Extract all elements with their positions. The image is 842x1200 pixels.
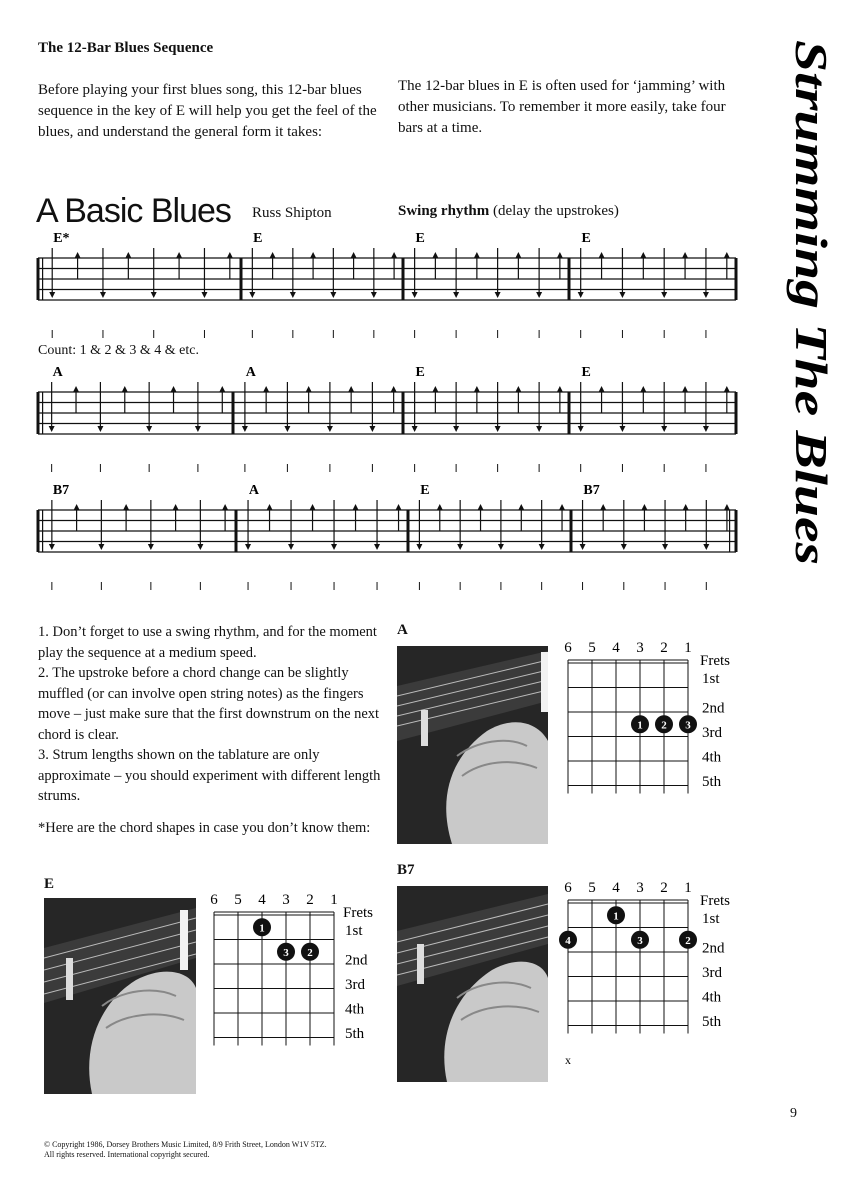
downstroke-head [288, 544, 294, 550]
downstroke-head [703, 544, 709, 550]
bar-line [735, 258, 738, 300]
downstroke-head [195, 426, 201, 432]
upstroke-head [222, 504, 228, 510]
intro-left: Before playing your first blues song, this 12-bar blues sequence in the key of E will help you get the feel of the blues, and understand the general form it takes: [38, 82, 377, 140]
bar-line [37, 510, 40, 552]
fret-number-label: 3rd [702, 725, 722, 742]
chord-a-label: A [397, 622, 408, 638]
downstroke-head [371, 292, 377, 298]
fret-number-label: 5th [702, 774, 722, 791]
chord-e-diagram [204, 878, 394, 1052]
finger-number: 1 [613, 910, 619, 923]
composer: Russ Shipton [252, 205, 332, 221]
upstroke-head [73, 386, 79, 392]
upstroke-head [306, 386, 312, 392]
string-number: 6 [564, 640, 572, 656]
upstroke-head [125, 252, 131, 258]
chord-name-a: A [52, 365, 63, 380]
song-title: A Basic Blues [36, 192, 231, 230]
performance-notes [38, 622, 383, 807]
rhythm-note: (delay the upstrokes) [489, 203, 619, 219]
chord-name-b7: B7 [583, 483, 600, 498]
asterisk-note: *Here are the chord shapes in case you don’t know them: [38, 820, 371, 836]
note-2: 2. The upstroke before a chord change can be slightly muffled (or can involve open string notes) as the fingers move – just make sure that the first downstrum on the next chord is clear. [38, 665, 380, 743]
upstroke-head [515, 252, 521, 258]
downstroke-head [151, 292, 157, 298]
bar-line [37, 258, 40, 300]
upstroke-head [270, 252, 276, 258]
section-heading: The 12-Bar Blues Sequence [38, 40, 214, 56]
bar-line [570, 510, 573, 552]
downstroke-head [619, 426, 625, 432]
upstroke-head [683, 504, 689, 510]
string-number: 4 [612, 880, 620, 896]
bar-line [235, 510, 238, 552]
downstroke-head [662, 544, 668, 550]
downstroke-head [374, 544, 380, 550]
bar-line [42, 258, 43, 300]
bar-line [407, 510, 410, 552]
upstroke-head [478, 504, 484, 510]
upstroke-head [227, 252, 233, 258]
downstroke-head [201, 292, 207, 298]
downstroke-head [49, 544, 55, 550]
downstroke-head [539, 544, 545, 550]
chord-name-e: E [253, 231, 263, 246]
bar-line [37, 392, 40, 434]
string-number: 5 [588, 640, 596, 656]
downstroke-head [453, 292, 459, 298]
upstroke-head [518, 504, 524, 510]
upstroke-head [74, 504, 80, 510]
bar-line [735, 392, 738, 434]
frets-label: Frets [700, 653, 730, 669]
downstroke-head [369, 426, 375, 432]
upstroke-head [599, 252, 605, 258]
note-3: 3. Strum lengths shown on the tablature are only approximate – you should experiment with different length strums. [38, 747, 381, 804]
string-number: 2 [660, 640, 668, 656]
finger-number: 3 [637, 934, 643, 947]
fret-number-label: 4th [345, 1001, 365, 1018]
bar-line [568, 258, 571, 300]
chord-name-b7: B7 [52, 483, 70, 498]
upstroke-head [123, 504, 129, 510]
string-number: 5 [234, 892, 242, 908]
fret-number-label: 1st [702, 911, 720, 928]
fret-number-label: 5th [702, 1014, 722, 1031]
intro-right: The 12-bar blues in E is often used for ‘jamming’ with other musicians. To remember it more easily, take four bars at a time. [398, 78, 726, 136]
fret-number-label: 2nd [702, 700, 725, 717]
upstroke-head [75, 252, 81, 258]
chord-a-photo [397, 646, 548, 844]
downstroke-head [498, 544, 504, 550]
finger-number: 3 [283, 946, 289, 959]
string-number: 3 [636, 640, 644, 656]
downstroke-head [245, 544, 251, 550]
fret-number-label: 5th [345, 1026, 365, 1043]
chord-name-e: E [581, 365, 591, 380]
downstroke-head [619, 292, 625, 298]
string-number: 1 [330, 892, 338, 908]
upstroke-head [432, 386, 438, 392]
fret-number-label: 4th [702, 749, 722, 766]
fret-number-label: 2nd [702, 940, 725, 957]
downstroke-head [621, 544, 627, 550]
bar-line [735, 510, 738, 552]
upstroke-head [348, 386, 354, 392]
downstroke-head [703, 292, 709, 298]
downstroke-head [661, 426, 667, 432]
finger-number: 2 [685, 934, 691, 947]
string-number: 2 [660, 880, 668, 896]
upstroke-head [391, 386, 397, 392]
upstroke-head [310, 252, 316, 258]
fret-number-label: 4th [702, 989, 722, 1006]
bar-line [42, 510, 43, 552]
finger-number: 3 [685, 719, 691, 732]
upstroke-head [640, 252, 646, 258]
downstroke-head [148, 544, 154, 550]
fret-number-label: 2nd [345, 952, 368, 969]
count-text: Count: 1 & 2 & 3 & 4 & etc. [38, 343, 199, 358]
downstroke-head [578, 426, 584, 432]
upstroke-head [599, 386, 605, 392]
finger-number: 4 [565, 934, 571, 947]
upstroke-head [122, 386, 128, 392]
chord-b7-photo [397, 886, 548, 1082]
bar-line [729, 510, 730, 552]
upstroke-head [391, 252, 397, 258]
note-1: 1. Don’t forget to use a swing rhythm, and for the moment play the sequence at a medium speed. [38, 624, 377, 661]
chord-b7-label: B7 [397, 862, 415, 878]
upstroke-head [557, 252, 563, 258]
string-number: 1 [684, 640, 692, 656]
string-number: 1 [684, 880, 692, 896]
downstroke-head [197, 544, 203, 550]
downstroke-head [290, 292, 296, 298]
string-number: 5 [588, 880, 596, 896]
chord-name-e: E [415, 365, 425, 380]
copyright [44, 1140, 327, 1160]
upstroke-head [432, 252, 438, 258]
string-number: 6 [564, 880, 572, 896]
fret-number-label: 1st [345, 923, 363, 940]
chord-name-e: E [415, 231, 425, 246]
upstroke-head [724, 252, 730, 258]
string-number: 3 [282, 892, 290, 908]
downstroke-head [284, 426, 290, 432]
finger-number: 1 [259, 922, 265, 935]
upstroke-head [474, 252, 480, 258]
downstroke-head [578, 292, 584, 298]
muted-string-marker: x [565, 1053, 571, 1067]
upstroke-head [515, 386, 521, 392]
downstroke-head [327, 426, 333, 432]
upstroke-head [351, 252, 357, 258]
tab-staves [37, 231, 738, 590]
downstroke-head [661, 292, 667, 298]
upstroke-head [641, 504, 647, 510]
upstroke-head [353, 504, 359, 510]
bar-line [402, 258, 405, 300]
fret-number-label: 3rd [702, 965, 722, 982]
downstroke-head [453, 426, 459, 432]
downstroke-head [495, 292, 501, 298]
chord-name-a: A [248, 483, 260, 498]
downstroke-head [97, 426, 103, 432]
finger-number: 1 [637, 719, 643, 732]
downstroke-head [495, 426, 501, 432]
chord-name-e: E [420, 483, 430, 498]
frets-label: Frets [700, 893, 730, 909]
frets-label: Frets [343, 905, 373, 921]
downstroke-head [536, 426, 542, 432]
string-number: 4 [612, 640, 620, 656]
downstroke-head [100, 292, 106, 298]
upstroke-head [600, 504, 606, 510]
bar-line [568, 392, 571, 434]
copyright-line-2: All rights reserved. International copyright secured. [44, 1150, 210, 1159]
downstroke-head [703, 426, 709, 432]
fret-number-label: 3rd [345, 977, 365, 994]
bar-line [402, 392, 405, 434]
string-number: 3 [636, 880, 644, 896]
finger-number: 2 [661, 719, 667, 732]
chord-name-e*: E* [53, 231, 70, 246]
downstroke-head [331, 544, 337, 550]
downstroke-head [416, 544, 422, 550]
upstroke-head [396, 504, 402, 510]
upstroke-head [267, 504, 273, 510]
downstroke-head [146, 426, 152, 432]
upstroke-head [310, 504, 316, 510]
downstroke-head [580, 544, 586, 550]
rhythm-bold: Swing rhythm [398, 203, 490, 219]
chord-name-a: A [245, 365, 256, 380]
upstroke-head [176, 252, 182, 258]
bar-line [232, 392, 235, 434]
chord-name-e: E [581, 231, 591, 246]
string-number: 4 [258, 892, 266, 908]
chord-e-photo [44, 898, 196, 1094]
upstroke-head [682, 252, 688, 258]
upstroke-head [263, 386, 269, 392]
bar-line [42, 392, 43, 434]
downstroke-head [412, 292, 418, 298]
upstroke-head [557, 386, 563, 392]
page-number: 9 [790, 1106, 797, 1121]
bar-line [240, 258, 243, 300]
downstroke-head [536, 292, 542, 298]
upstroke-head [682, 386, 688, 392]
downstroke-head [49, 426, 55, 432]
downstroke-head [242, 426, 248, 432]
copyright-line-1: © Copyright 1986, Dorsey Brothers Music Limited, 8/9 Frith Street, London W1V 5TZ. [44, 1140, 327, 1149]
string-number: 6 [210, 892, 218, 908]
downstroke-head [330, 292, 336, 298]
downstroke-head [412, 426, 418, 432]
upstroke-head [724, 386, 730, 392]
chord-a-diagram [558, 638, 748, 810]
upstroke-head [724, 504, 730, 510]
string-number: 2 [306, 892, 314, 908]
downstroke-head [49, 292, 55, 298]
chord-b7-diagram [558, 878, 748, 1068]
upstroke-head [437, 504, 443, 510]
downstroke-head [98, 544, 104, 550]
upstroke-head [173, 504, 179, 510]
upstroke-head [171, 386, 177, 392]
upstroke-head [640, 386, 646, 392]
fret-number-label: 1st [702, 671, 720, 688]
chord-e-label: E [44, 876, 55, 892]
finger-number: 2 [307, 946, 313, 959]
upstroke-head [219, 386, 225, 392]
side-title-text: Strumming The Blues [786, 40, 837, 460]
upstroke-head [559, 504, 565, 510]
upstroke-head [474, 386, 480, 392]
downstroke-head [457, 544, 463, 550]
downstroke-head [249, 292, 255, 298]
